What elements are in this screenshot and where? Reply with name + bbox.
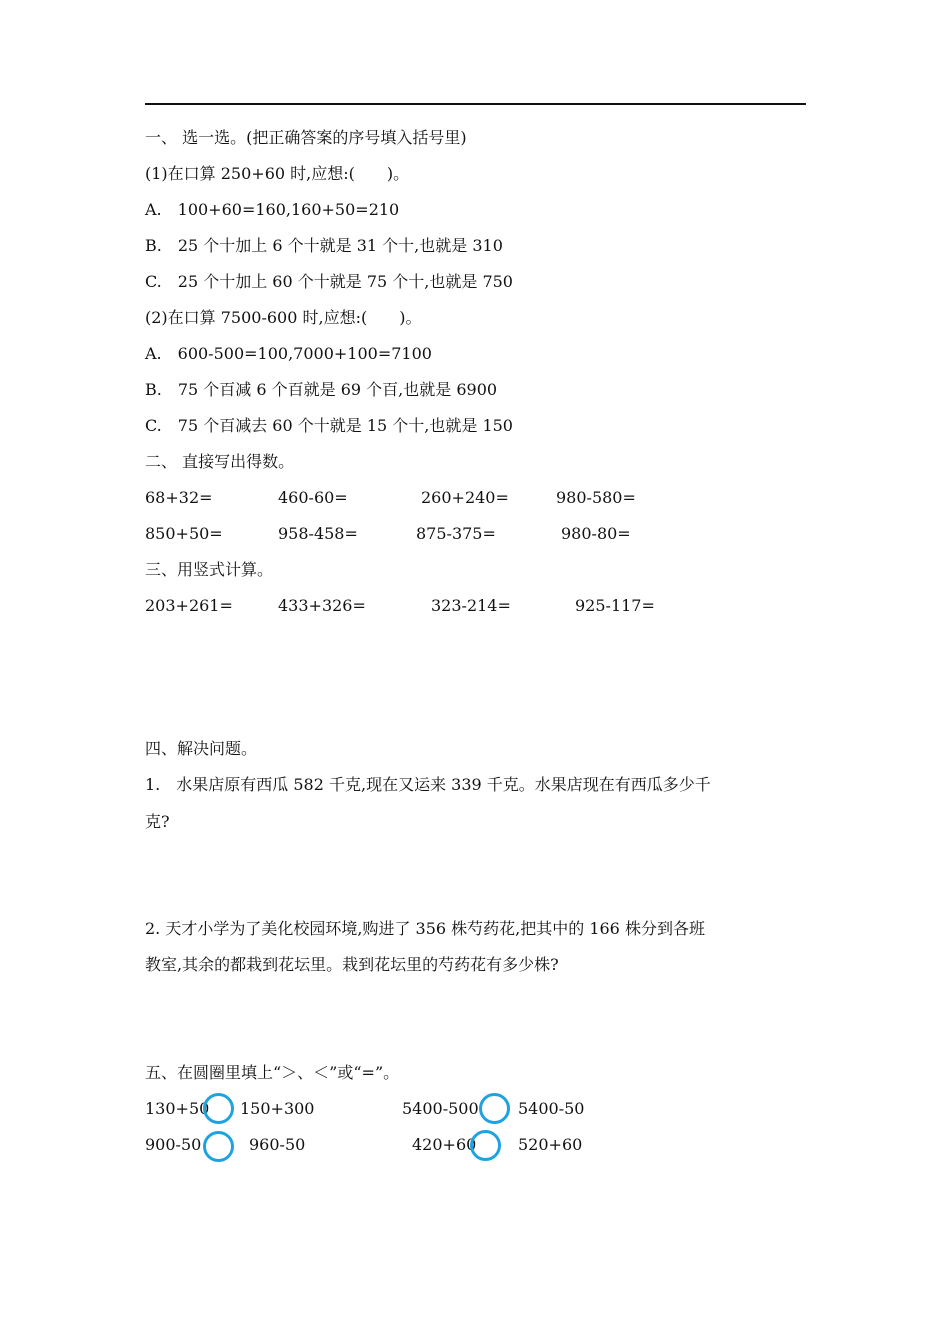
oral-calc-item: 875-375= <box>416 524 496 543</box>
section-3-title: 三、用竖式计算。 <box>145 560 274 579</box>
section-4-title: 四、解决问题。 <box>145 739 258 758</box>
question-1-option-c: C. 25 个十加上 60 个十就是 75 个十,也就是 750 <box>145 272 513 291</box>
header-rule <box>145 103 806 105</box>
question-1-option-a: A. 100+60=160,160+50=210 <box>145 200 400 219</box>
question-2-option-a: A. 600-500=100,7000+100=7100 <box>145 344 432 363</box>
oral-calc-item: 958-458= <box>278 524 358 543</box>
compare-left-expression: 5400-500 <box>402 1099 479 1118</box>
problem-1-line-1: 1. 水果店原有西瓜 582 千克,现在又运来 339 千克。水果店现在有西瓜多少千 <box>145 775 711 794</box>
oral-calc-item: 460-60= <box>278 488 348 507</box>
section-2-title: 二、 直接写出得数。 <box>145 452 295 471</box>
vertical-calc-item: 925-117= <box>575 596 655 615</box>
compare-circle[interactable] <box>203 1131 234 1162</box>
compare-left-expression: 420+60 <box>412 1135 477 1154</box>
compare-right-expression: 5400-50 <box>518 1099 585 1118</box>
question-2: (2)在口算 7500-600 时,应想:( )。 <box>145 308 422 327</box>
compare-circle[interactable] <box>203 1093 234 1124</box>
section-5-title: 五、在圆圈里填上“＞、＜”或“=”。 <box>145 1063 400 1082</box>
problem-1-line-2: 克? <box>145 812 170 831</box>
vertical-calc-item: 203+261= <box>145 596 233 615</box>
oral-calc-item: 850+50= <box>145 524 223 543</box>
oral-calc-item: 68+32= <box>145 488 213 507</box>
problem-2-line-2: 教室,其余的都栽到花坛里。栽到花坛里的芍药花有多少株? <box>145 955 559 974</box>
question-2-option-b: B. 75 个百减 6 个百就是 69 个百,也就是 6900 <box>145 380 498 399</box>
question-1: (1)在口算 250+60 时,应想:( )。 <box>145 164 410 183</box>
compare-left-expression: 130+50 <box>145 1099 210 1118</box>
compare-circle[interactable] <box>470 1130 501 1161</box>
oral-calc-item: 980-80= <box>561 524 631 543</box>
vertical-calc-item: 323-214= <box>431 596 511 615</box>
question-2-option-c: C. 75 个百减去 60 个十就是 15 个十,也就是 150 <box>145 416 513 435</box>
section-1-title: 一、 选一选。(把正确答案的序号填入括号里) <box>145 128 467 147</box>
compare-circle[interactable] <box>479 1093 510 1124</box>
compare-right-expression: 150+300 <box>240 1099 315 1118</box>
compare-right-expression: 520+60 <box>518 1135 583 1154</box>
problem-2-line-1: 2. 天才小学为了美化校园环境,购进了 356 株芍药花,把其中的 166 株分到各班 <box>145 919 705 938</box>
compare-right-expression: 960-50 <box>249 1135 306 1154</box>
vertical-calc-item: 433+326= <box>278 596 366 615</box>
oral-calc-item: 980-580= <box>556 488 636 507</box>
question-1-option-b: B. 25 个十加上 6 个十就是 31 个十,也就是 310 <box>145 236 503 255</box>
compare-left-expression: 900-50 <box>145 1135 202 1154</box>
oral-calc-item: 260+240= <box>421 488 509 507</box>
